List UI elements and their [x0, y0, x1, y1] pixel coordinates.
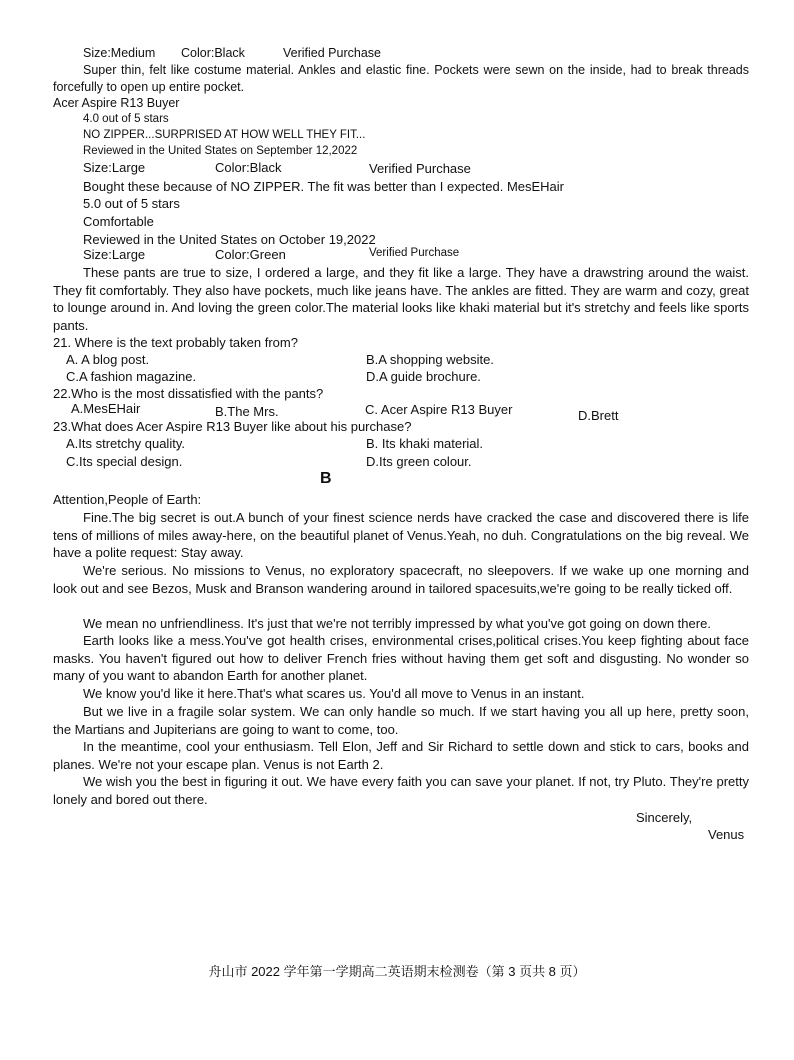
q23-option-d: D.Its green colour.: [366, 454, 472, 469]
q21-option-a: A. A blog post.: [66, 352, 150, 367]
review3-title: Comfortable: [83, 214, 154, 229]
review1-color: Color:Black: [181, 46, 245, 60]
review3-verified: Verified Purchase: [369, 247, 460, 259]
q21-option-c: C.A fashion magazine.: [66, 369, 197, 384]
letter-paragraph-5: We know you'd like it here.That's what scares us. You'd all move to Venus in an instant.: [83, 686, 585, 701]
review2-size: Size:Large: [83, 160, 146, 175]
q21-stem: 21. Where is the text probably taken from?: [53, 335, 298, 350]
letter-paragraph-8: We wish you the best in figuring it out. We have every faith you can save your planet. If not, try Pluto. They're pretty lonely and bored out there.: [53, 774, 749, 807]
review3-size: Size:Large: [83, 247, 146, 262]
review1-size: Size:Medium: [83, 46, 156, 60]
review2-author: Acer Aspire R13 Buyer: [53, 96, 180, 110]
letter-paragraph-2: We're serious. No missions to Venus, no exploratory spacecraft, no sleepovers. If we wake up one morning and look out and see Bezos, Musk and Branson wandering around in tailored spacesuits,we're going to be really ticked off.: [53, 563, 749, 596]
q21-option-d: D.A guide brochure.: [366, 369, 481, 384]
letter-paragraph-3: We mean no unfriendliness. It's just that we're not terribly impressed by what you've got going on down there.: [83, 616, 711, 631]
q23-option-c: C.Its special design.: [66, 454, 183, 469]
q22-option-b: B.The Mrs.: [215, 404, 279, 419]
letter-signature: Venus: [708, 827, 745, 842]
letter-paragraph-7: In the meantime, cool your enthusiasm. Tell Elon, Jeff and Sir Richard to settle down and stick to cars, books and planes. We're not your escape plan. Venus is not Earth 2.: [53, 739, 749, 772]
review3-body: These pants are true to size, I ordered a large, and they fit like a large. They have a drawstring around the waist. They fit comfortably. They also have pockets, much like jeans have. The ankles are fitted. They are warm and cozy, great to lounge around in. And loving the green color.The material looks like khaki material but it's stretchy and feels like sports pants.: [53, 265, 749, 333]
review1-verified: Verified Purchase: [283, 46, 381, 60]
q22-option-c: C. Acer Aspire R13 Buyer: [365, 402, 513, 417]
q23-stem: 23.What does Acer Aspire R13 Buyer like about his purchase?: [53, 419, 412, 434]
q23-option-b: B. Its khaki material.: [366, 436, 484, 451]
letter-closing: Sincerely,: [636, 810, 693, 825]
review2-date: Reviewed in the United States on September 12,2022: [83, 145, 358, 157]
review2-title: NO ZIPPER...SURPRISED AT HOW WELL THEY FIT...: [83, 129, 366, 141]
section-b-heading: B: [320, 470, 332, 487]
review3-rating: 5.0 out of 5 stars: [83, 196, 180, 211]
review3-color: Color:Green: [215, 247, 286, 262]
q22-option-a: A.MesEHair: [71, 401, 141, 416]
letter-paragraph-6: But we live in a fragile solar system. We can only handle so much. If we start having you all up here, pretty soon, the Martians and Jupiterians are going to want to come, too.: [53, 704, 749, 737]
q22-option-d: D.Brett: [578, 408, 619, 423]
letter-paragraph-4: Earth looks like a mess.You've got health crises, environmental crises,political crises.You keep fighting about face masks. You haven't figured out how to deliver French fries without having them get soft and disgusting. No wonder so many of you want to abandon Earth for another planet.: [53, 633, 749, 684]
q22-stem: 22.Who is the most dissatisfied with the pants?: [53, 386, 324, 401]
review2-color: Color:Black: [215, 160, 282, 175]
page-footer: 舟山市 2022 学年第一学期高二英语期末检测卷（第 3 页共 8 页）: [208, 964, 586, 979]
review2-verified: Verified Purchase: [369, 161, 471, 176]
review2-body: Bought these because of NO ZIPPER. The fit was better than I expected. MesEHair: [83, 179, 565, 194]
review2-rating: 4.0 out of 5 stars: [83, 113, 169, 125]
letter-paragraph-1: Fine.The big secret is out.A bunch of your finest science nerds have cracked the case and discovered there is life tens of millions of miles away-here, on the beautiful planet of Venus.Yeah, no duh. Congratulations on the big reveal. We have a polite request: Stay away.: [53, 510, 749, 561]
letter-salutation: Attention,People of Earth:: [53, 492, 202, 507]
q23-option-a: A.Its stretchy quality.: [66, 436, 185, 451]
review3-date: Reviewed in the United States on October 19,2022: [83, 232, 376, 247]
q21-option-b: B.A shopping website.: [366, 352, 494, 367]
review1-body: Super thin, felt like costume material. Ankles and elastic fine. Pockets were sewn on the inside, had to break threads forcefully to open up entire pocket.: [53, 63, 749, 94]
